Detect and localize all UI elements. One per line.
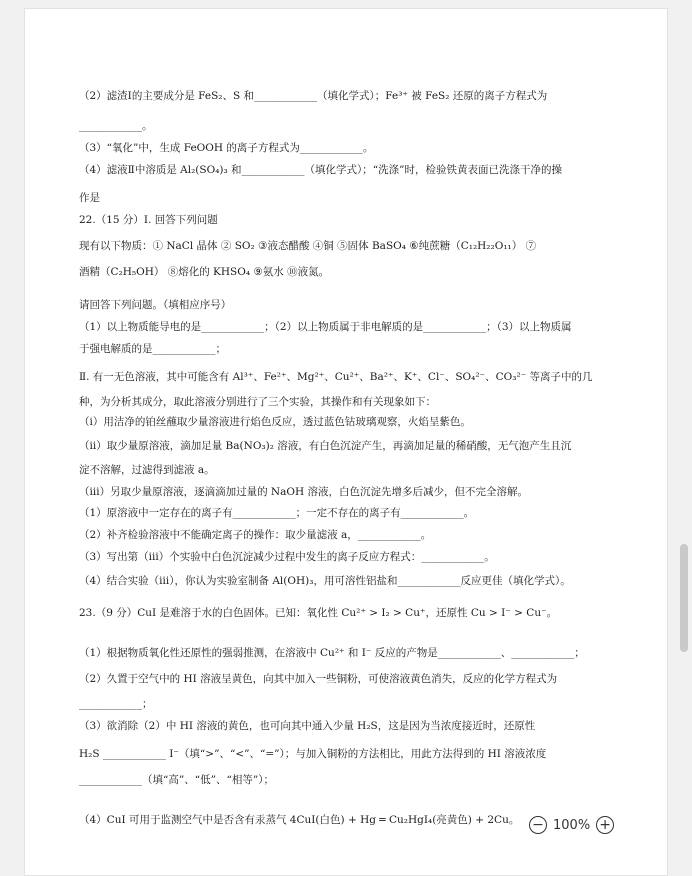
document-line: ____________。 xyxy=(79,120,153,132)
document-line: （2）滤渣Ⅰ的主要成分是 FeS₂、S 和____________（填化学式）；Fe³⁺ 被 FeS₂ 还原的离子方程式为 xyxy=(79,90,548,102)
document-page xyxy=(24,8,668,876)
document-line: ____________（填“高”、“低”、“相等”）； xyxy=(79,774,274,786)
document-line: 现有以下物质：① NaCl 晶体 ② SO₂ ③液态醋酸 ④铜 ⑤固体 BaSO₄ ⑥纯蔗糖（C₁₂H₂₂O₁₁） ⑦ xyxy=(79,240,537,252)
document-line: 22.（15 分）Ⅰ. 回答下列问题 xyxy=(79,214,218,226)
document-line: Ⅱ. 有一无色溶液，其中可能含有 Al³⁺、Fe²⁺、Mg²⁺、Cu²⁺、Ba²⁺、K⁺、Cl⁻、SO₄²⁻、CO₃²⁻ 等离子中的几 xyxy=(79,371,593,383)
document-line: 于强电解质的是____________； xyxy=(79,343,226,355)
document-line: 请回答下列问题。（填相应序号） xyxy=(79,299,232,311)
document-line: （ⅰ）用洁净的铂丝蘸取少量溶液进行焰色反应，透过蓝色钴玻璃观察，火焰呈紫色。 xyxy=(79,416,471,428)
zoom-controls xyxy=(529,813,639,837)
document-line: （3）“氧化”中，生成 FeOOH 的离子方程式为____________。 xyxy=(79,142,374,154)
document-line: （4）滤液Ⅱ中溶质是 Al₂(SO₄)₃ 和____________（填化学式）；“洗涤”时，检验铁黄表面已洗涤干净的操 xyxy=(79,164,563,176)
zoom-level: 100% xyxy=(553,817,591,833)
document-line: （1）以上物质能导电的是____________；（2）以上物质属于非电解质的是____________；（3）以上物质属 xyxy=(79,321,572,333)
document-line: ____________； xyxy=(79,698,153,710)
vertical-scrollbar[interactable] xyxy=(680,544,688,652)
document-line: （4）结合实验（ⅲ），你认为实验室制备 Al(OH)₃，用可溶性铝盐和____________反应更佳（填化学式）。 xyxy=(79,575,571,587)
document-line: （3）欲消除（2）中 HI 溶液的黄色，也可向其中通入少量 H₂S，这是因为当浓度接近时，还原性 xyxy=(79,720,536,732)
document-line: （ⅲ）另取少量原溶液，逐滴滴加过量的 NaOH 溶液，白色沉淀先增多后减少，但不完全溶解。 xyxy=(79,486,528,498)
document-line: 酒精（C₂H₅OH） ⑧熔化的 KHSO₄ ⑨氨水 ⑩液氮。 xyxy=(79,266,330,278)
document-line: 淀不溶解，过滤得到滤液 a。 xyxy=(79,464,215,476)
zoom-in-icon[interactable]: + xyxy=(596,816,614,834)
document-line: （4）CuI 可用于监测空气中是否含有汞蒸气 4CuI(白色) + Hg ═ Cu₂HgI₄(亮黄色) + 2Cu。 xyxy=(79,814,520,826)
document-line: （3）写出第（ⅲ）个实验中白色沉淀减少过程中发生的离子反应方程式：____________。 xyxy=(79,551,495,563)
document-line: 23.（9 分）CuI 是难溶于水的白色固体。已知：氧化性 Cu²⁺ > I₂ > Cu⁺，还原性 Cu > I⁻ > Cu⁻。 xyxy=(79,607,558,619)
document-line: （1）根据物质氧化性还原性的强弱推测，在溶液中 Cu²⁺ 和 I⁻ 反应的产物是____________、____________； xyxy=(79,647,585,659)
document-line: （2）补齐检验溶液中不能确定离子的操作：取少量滤液 a，____________。 xyxy=(79,529,432,541)
document-line: 作是 xyxy=(79,192,100,204)
document-line: H₂S ____________ I⁻（填“>”、“<”、“=”）；与加入铜粉的方法相比，用此方法得到的 HI 溶液浓度 xyxy=(79,748,547,760)
document-line: （1）原溶液中一定存在的离子有____________；一定不存在的离子有____________。 xyxy=(79,507,475,519)
zoom-out-icon[interactable]: − xyxy=(529,816,547,834)
document-line: 种，为分析其成分，取此溶液分别进行了三个实验，其操作和有关现象如下： xyxy=(79,396,436,408)
document-line: （ⅱ）取少量原溶液，滴加足量 Ba(NO₃)₂ 溶液，有白色沉淀产生，再滴加足量的稀硝酸，无气泡产生且沉 xyxy=(79,440,572,452)
document-line: （2）久置于空气中的 HI 溶液呈黄色，向其中加入一些铜粉，可使溶液黄色消失，反应的化学方程式为 xyxy=(79,673,558,685)
